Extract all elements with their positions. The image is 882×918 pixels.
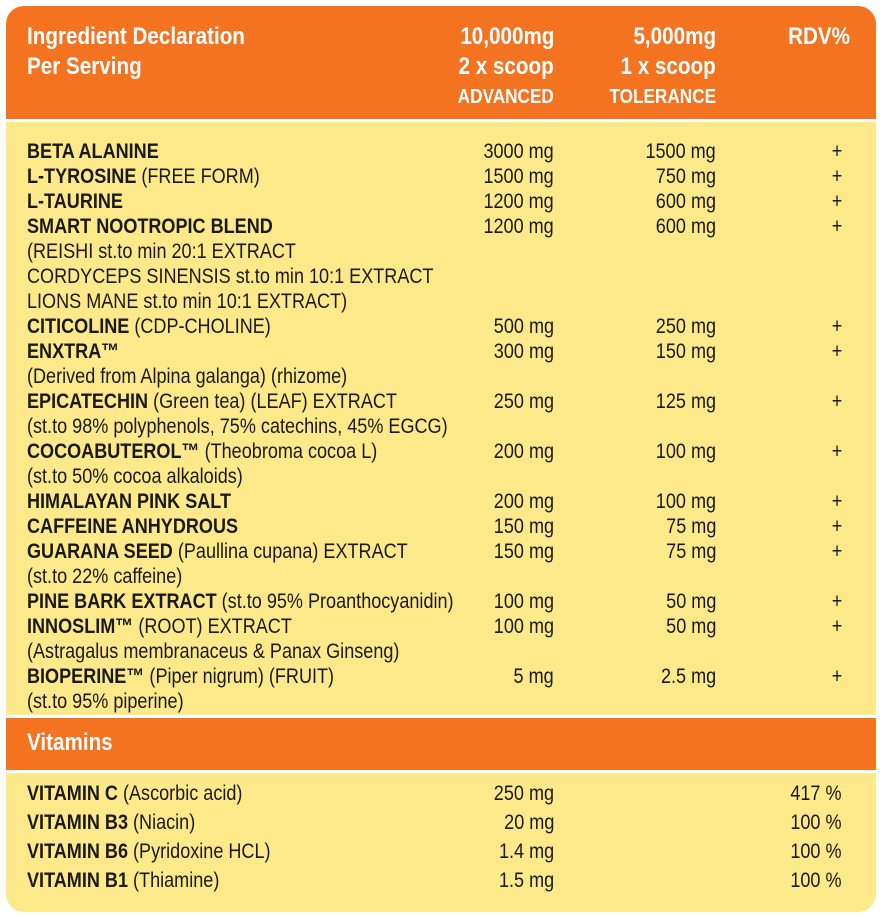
- advanced-amount: 200 mg: [493, 490, 554, 513]
- rdv-value: +: [831, 615, 842, 638]
- ingredient-name-detail: (Astragalus membranaceus & Panax Ginseng): [27, 640, 400, 663]
- ingredient-row: [6, 389, 876, 414]
- rdv-value: +: [831, 315, 842, 338]
- ingredient-name: [27, 164, 260, 189]
- ingredient-name-detail: (FREE FORM): [136, 165, 260, 188]
- ingredient-name: [27, 614, 292, 639]
- rdv-value: +: [831, 390, 842, 413]
- ingredient-name: [27, 689, 184, 714]
- ingredient-name: [27, 489, 231, 514]
- ingredient-row: [6, 264, 876, 289]
- rdv-value: 100 %: [790, 811, 842, 834]
- vitamin-row: [6, 810, 876, 835]
- ingredient-row: [6, 139, 876, 164]
- ingredient-row: [6, 464, 876, 489]
- ingredient-row: [6, 589, 876, 614]
- advanced-amount: 100 mg: [493, 615, 554, 638]
- ingredient-name-detail: (ROOT) EXTRACT: [133, 615, 292, 638]
- ingredient-name-bold: VITAMIN B3: [27, 811, 129, 834]
- rdv-value: 100 %: [790, 840, 842, 863]
- ingredient-name-detail: (Thiamine): [128, 869, 220, 892]
- advanced-amount: 1.5 mg: [498, 869, 554, 892]
- ingredient-name-detail: (Paullina cupana) EXTRACT: [172, 540, 408, 563]
- advanced-amount: 100 mg: [493, 590, 554, 613]
- ingredient-name: [27, 589, 454, 614]
- tolerance-amount: 125 mg: [655, 390, 716, 413]
- ingredient-name-bold: PINE BARK EXTRACT: [27, 590, 217, 613]
- ingredient-name-detail: (Pyridoxine HCL): [128, 840, 271, 863]
- table-header: [6, 6, 876, 119]
- ingredient-row: [6, 289, 876, 314]
- ingredient-row: [6, 214, 876, 239]
- ingredient-name: [27, 810, 195, 835]
- rdv-value: 100 %: [790, 869, 842, 892]
- rdv-value: +: [831, 140, 842, 163]
- ingredient-name: [27, 539, 408, 564]
- ingredient-name-detail: (st.to 22% caffeine): [27, 565, 183, 588]
- ingredient-row: [6, 339, 876, 364]
- rdv-value: +: [831, 540, 842, 563]
- ingredient-row: [6, 439, 876, 464]
- ingredient-name-detail: (Derived from Alpina galanga) (rhizome): [27, 365, 348, 388]
- ingredient-name: [27, 389, 397, 414]
- ingredient-name: [27, 564, 182, 589]
- header-title-line2: Per Serving: [27, 53, 142, 80]
- supplement-facts-panel: [6, 6, 876, 912]
- ingredient-name-detail: LIONS MANE st.to min 10:1 EXTRACT): [27, 290, 348, 313]
- rdv-value: +: [831, 215, 842, 238]
- ingredient-name-bold: SMART NOOTROPIC BLEND: [27, 215, 273, 238]
- ingredient-name-bold: VITAMIN B6: [27, 840, 129, 863]
- ingredient-name-detail: (st.to 50% cocoa alkaloids): [27, 465, 243, 488]
- advanced-amount: 1200 mg: [483, 215, 554, 238]
- header-title-line1: Ingredient Declaration: [27, 23, 245, 50]
- rdv-value: +: [831, 440, 842, 463]
- advanced-amount: 250 mg: [493, 782, 554, 805]
- ingredient-name-detail: (Ascorbic acid): [117, 782, 243, 805]
- ingredient-row: [6, 514, 876, 539]
- ingredient-name: [27, 139, 159, 164]
- ingredient-name: [27, 868, 219, 893]
- rdv-value: +: [831, 490, 842, 513]
- ingredient-name-detail: (CDP-CHOLINE): [129, 315, 271, 338]
- ingredient-name-bold: COCOABUTEROL™: [27, 440, 200, 463]
- ingredient-name-bold: ENXTRA™: [27, 340, 120, 363]
- advanced-amount: 3000 mg: [483, 140, 554, 163]
- ingredient-name-bold: EPICATECHIN: [27, 390, 149, 413]
- advanced-amount: 250 mg: [493, 390, 554, 413]
- ingredient-name-detail: (Theobroma cocoa L): [199, 440, 378, 463]
- ingredient-name-bold: L-TYROSINE: [27, 165, 137, 188]
- tolerance-amount: 2.5 mg: [660, 665, 716, 688]
- ingredient-name-bold: HIMALAYAN PINK SALT: [27, 490, 232, 513]
- advanced-amount: 5 mg: [513, 665, 554, 688]
- ingredient-row: [6, 614, 876, 639]
- tolerance-scoop-header: 1 x scoop: [620, 53, 716, 80]
- ingredient-row: [6, 414, 876, 439]
- ingredient-row: [6, 639, 876, 664]
- ingredient-name-bold: VITAMIN B1: [27, 869, 129, 892]
- ingredient-name: [27, 664, 334, 689]
- ingredient-name-bold: INNOSLIM™: [27, 615, 134, 638]
- ingredient-row: [6, 689, 876, 714]
- tolerance-amount: 100 mg: [655, 440, 716, 463]
- ingredient-name: [27, 839, 271, 864]
- ingredient-name: [27, 189, 123, 214]
- vitamin-row: [6, 781, 876, 806]
- ingredient-name-bold: CITICOLINE: [27, 315, 130, 338]
- ingredient-name: [27, 639, 399, 664]
- vitamin-row: [6, 839, 876, 864]
- ingredient-row: [6, 314, 876, 339]
- ingredient-row: [6, 539, 876, 564]
- rdv-value: +: [831, 515, 842, 538]
- ingredient-name: [27, 414, 448, 439]
- ingredient-name: [27, 339, 119, 364]
- ingredient-name: [27, 464, 243, 489]
- advanced-amount: 500 mg: [493, 315, 554, 338]
- tolerance-amount: 75 mg: [665, 515, 716, 538]
- ingredient-row: [6, 239, 876, 264]
- ingredient-name: [27, 781, 242, 806]
- tolerance-amount: 50 mg: [665, 590, 716, 613]
- ingredient-name: [27, 514, 238, 539]
- header-divider: [6, 119, 876, 122]
- ingredient-name-detail: (Niacin): [128, 811, 196, 834]
- ingredient-name-detail: CORDYCEPS SINENSIS st.to min 10:1 EXTRACT: [27, 265, 434, 288]
- advanced-amount: 150 mg: [493, 540, 554, 563]
- ingredient-row: [6, 364, 876, 389]
- advanced-amount: 1.4 mg: [498, 840, 554, 863]
- tolerance-amount: 600 mg: [655, 215, 716, 238]
- rdv-value: +: [831, 190, 842, 213]
- rdv-value: +: [831, 340, 842, 363]
- rdv-value: 417 %: [790, 782, 842, 805]
- ingredient-name-detail: (st.to 95% piperine): [27, 690, 184, 713]
- ingredient-row: [6, 564, 876, 589]
- ingredient-row: [6, 164, 876, 189]
- rdv-header: RDV%: [788, 23, 850, 50]
- ingredient-name-bold: VITAMIN C: [27, 782, 118, 805]
- advanced-dose-header: 10,000mg: [459, 23, 554, 50]
- ingredient-name: [27, 214, 273, 239]
- ingredient-name-bold: GUARANA SEED: [27, 540, 173, 563]
- ingredient-name: [27, 364, 347, 389]
- vitamin-row: [6, 868, 876, 893]
- tolerance-amount: 1500 mg: [645, 140, 716, 163]
- advanced-amount: 150 mg: [493, 515, 554, 538]
- tolerance-amount: 50 mg: [665, 615, 716, 638]
- tolerance-amount: 75 mg: [665, 540, 716, 563]
- ingredient-name-detail: (st.to 98% polyphenols, 75% catechins, 45% EGCG): [27, 415, 448, 438]
- tolerance-dose-header: 5,000mg: [633, 23, 716, 50]
- ingredient-name-bold: L-TAURINE: [27, 190, 123, 213]
- ingredient-row: [6, 664, 876, 689]
- tolerance-label-header: TOLERANCE: [609, 86, 716, 108]
- ingredient-name: [27, 239, 296, 264]
- tolerance-amount: 100 mg: [655, 490, 716, 513]
- ingredient-name-detail: (st.to 95% Proanthocyanidin): [216, 590, 454, 613]
- ingredient-name-bold: CAFFEINE ANHYDROUS: [27, 515, 239, 538]
- advanced-amount: 1200 mg: [483, 190, 554, 213]
- ingredient-name-bold: BETA ALANINE: [27, 140, 159, 163]
- ingredient-name-detail: (Piper nigrum) (FRUIT): [144, 665, 335, 688]
- rdv-value: +: [831, 165, 842, 188]
- tolerance-amount: 250 mg: [655, 315, 716, 338]
- advanced-scoop-header: 2 x scoop: [458, 53, 554, 80]
- advanced-amount: 300 mg: [493, 340, 554, 363]
- ingredient-name: [27, 289, 347, 314]
- ingredient-row: [6, 189, 876, 214]
- ingredient-name: [27, 264, 433, 289]
- advanced-amount: 1500 mg: [483, 165, 554, 188]
- ingredient-name: [27, 439, 377, 464]
- vitamins-title: Vitamins: [27, 729, 113, 756]
- ingredient-name-bold: BIOPERINE™: [27, 665, 145, 688]
- vitamins-divider-bottom: [6, 770, 876, 773]
- tolerance-amount: 600 mg: [655, 190, 716, 213]
- ingredient-name-detail: (REISHI st.to min 20:1 EXTRACT: [27, 240, 296, 263]
- rdv-value: +: [831, 665, 842, 688]
- ingredient-row: [6, 489, 876, 514]
- vitamins-header: [6, 718, 876, 770]
- ingredient-name: [27, 314, 271, 339]
- rdv-value: +: [831, 590, 842, 613]
- tolerance-amount: 750 mg: [655, 165, 716, 188]
- tolerance-amount: 150 mg: [655, 340, 716, 363]
- ingredient-name-detail: (Green tea) (LEAF) EXTRACT: [148, 390, 397, 413]
- advanced-amount: 20 mg: [503, 811, 554, 834]
- advanced-label-header: ADVANCED: [457, 86, 554, 108]
- advanced-amount: 200 mg: [493, 440, 554, 463]
